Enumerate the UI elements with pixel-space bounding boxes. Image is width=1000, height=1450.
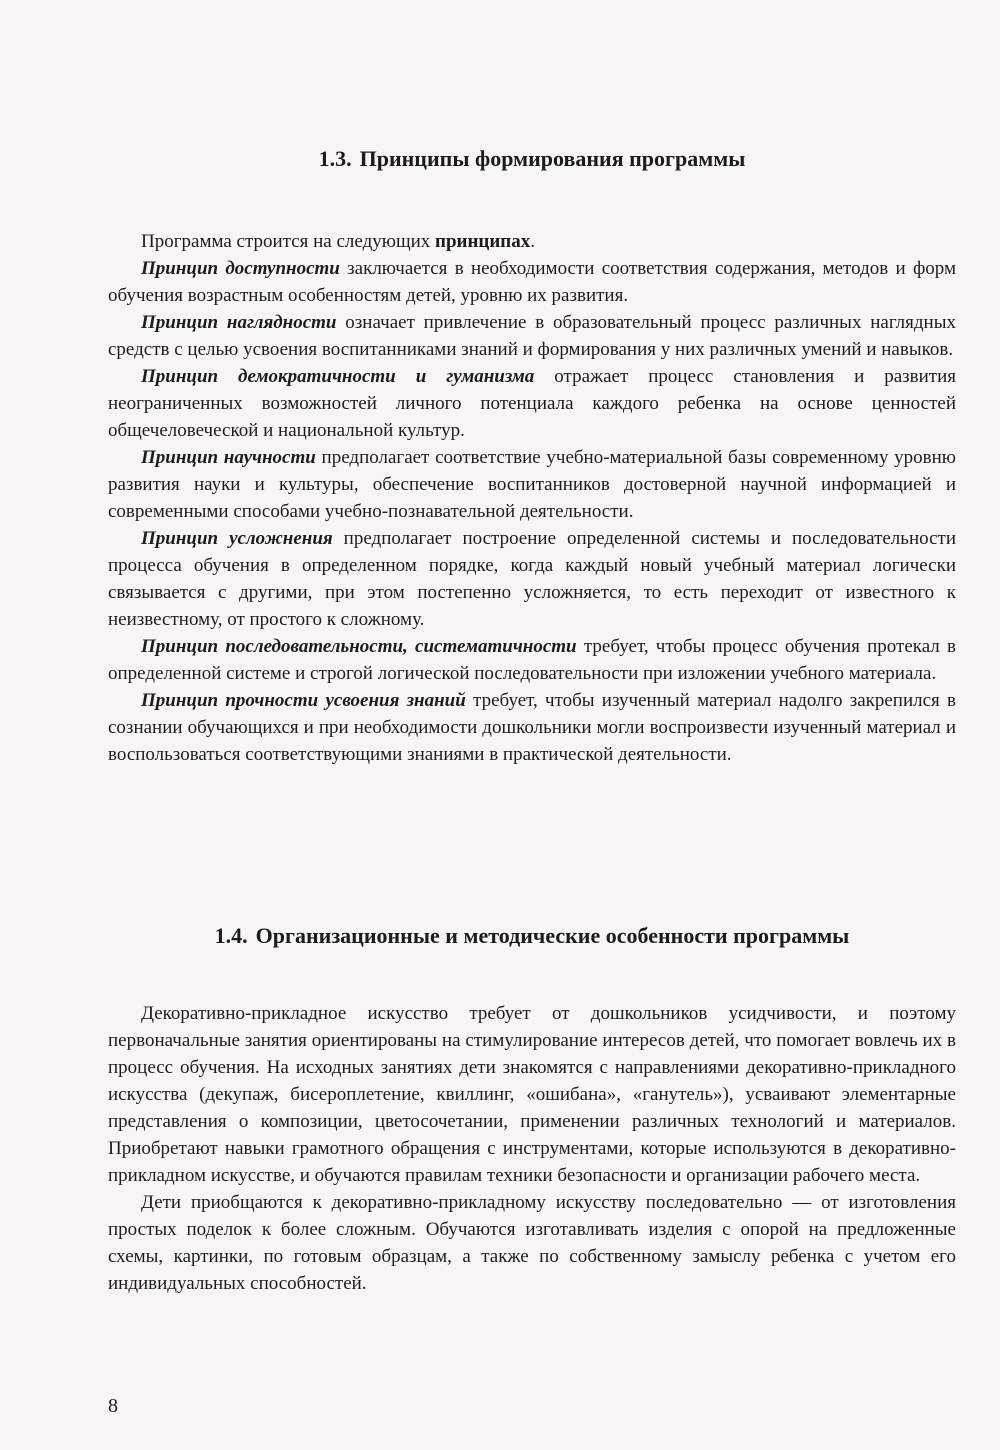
section-1-4-body: [108, 1000, 956, 1297]
principles-intro: Программа строится на следующих принципах.: [141, 231, 536, 252]
principle-science: Принцип научности предполагает соответствие учебно-материальной базы современному уровню развития науки и культуры, обеспечение воспитанников достоверной научной информацией и современными способами учебно-познавательной деятельности.: [108, 447, 956, 522]
principle-accessibility: Принцип доступности заключается в необходимости соответствия содержания, методов и форм обучения возрастным особенностям детей, уровню их развития.: [108, 258, 956, 306]
principles-intro-bold: принципах: [435, 231, 531, 252]
section-1-4-paragraph-2: Дети приобщаются к декоративно-прикладному искусству последовательно — от изготовления простых поделок к более сложным. Обучаются изготавливать изделия с опорой на предложенные схемы, картинки, по готовым образцам, а также по собственному замыслу ребенка с учетом его индивидуальных способностей.: [108, 1192, 956, 1294]
section-1-3: [108, 144, 956, 174]
section-1-3-heading: [108, 144, 956, 174]
principle-democracy: Принцип демократичности и гуманизма отражает процесс становления и развития неограниченных возможностей личного потенциала каждого ребенка на основе ценностей общечеловеческой и национальной культур.: [108, 366, 957, 441]
section-1-3-body: [108, 228, 956, 768]
principle-complication: Принцип усложнения предполагает построение определенной системы и последовательности процесса обучения в определенном порядке, когда каждый новый учебный материал логически связывается с другими, при этом постепенно усложняется, то есть переходит от известного к неизвестному, от простого к сложному.: [108, 528, 957, 630]
page-number: 8: [108, 1395, 118, 1417]
section-1-4: [108, 921, 956, 951]
section-1-4-heading: [108, 921, 956, 951]
section-1-4-number: 1.4.: [214, 923, 248, 948]
principle-visibility: Принцип наглядности означает привлечение в образовательный процесс различных наглядных средств с целью усвоения воспитанниками знаний и формирования у них различных умений и навыков.: [108, 312, 956, 360]
principle-sequence: Принцип последовательности, систематичности требует, чтобы процесс обучения протекал в определенной системе и строгой логической последовательности при изложении учебного материала.: [108, 636, 956, 684]
section-1-4-title: Организационные и методические особенности программы: [255, 923, 850, 948]
section-1-3-title: Принципы формирования программы: [359, 146, 746, 171]
section-1-4-paragraph-1: Декоративно-прикладное искусство требует от дошкольников усидчивости, и поэтому первоначальные занятия ориентированы на стимулирование интересов детей, что помогает вовлечь их в процесс обучения. На исходных занятиях дети знакомятся с направлениями декоративно-прикладного искусства (декупаж, бисероплетение, квиллинг, «ошибана», «ганутель»), усваивают элементарные представления о композиции, цветосочетании, применении различных технологий и материалов. Приобретают навыки грамотного обращения с инструментами, которые используются в декоративно-прикладном искусстве, и обучаются правилам техники безопасности и организации рабочего места.: [108, 1003, 956, 1186]
section-1-3-number: 1.3.: [318, 146, 352, 171]
principle-durability: Принцип прочности усвоения знаний требует, чтобы изученный материал надолго закрепился в сознании обучающихся и при необходимости дошкольники могли воспроизвести изученный материал и воспользоваться соответствующими знаниями в практической деятельности.: [108, 690, 956, 765]
